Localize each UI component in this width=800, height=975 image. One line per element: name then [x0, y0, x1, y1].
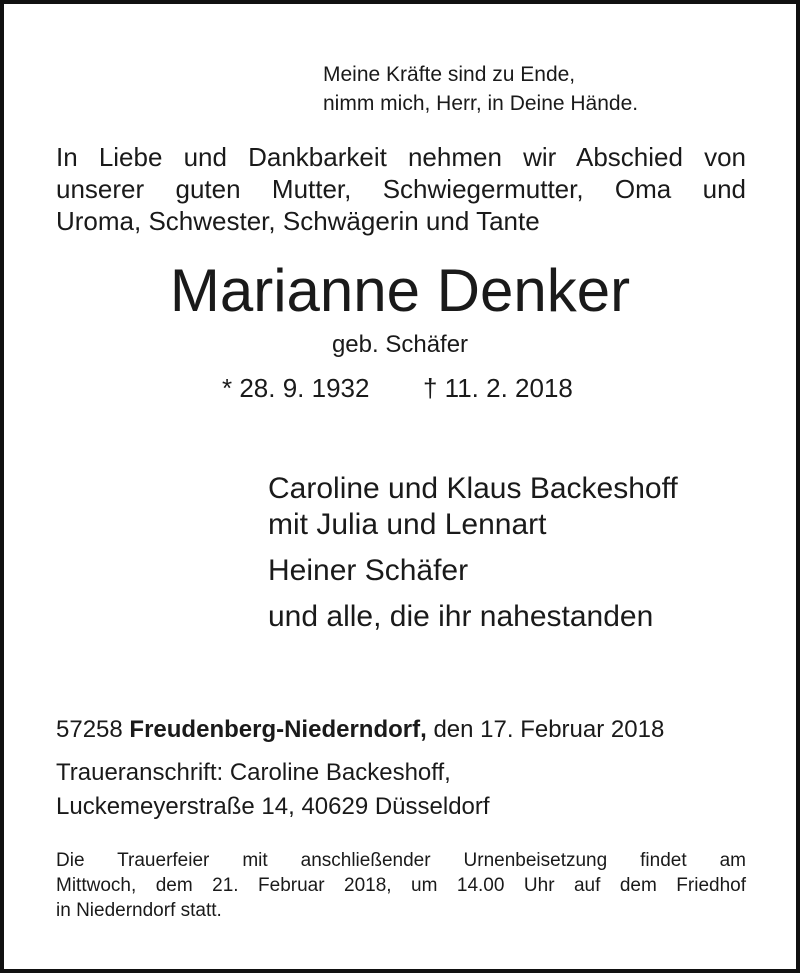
verse-line: Meine Kräfte sind zu Ende, [323, 63, 576, 86]
place-date-line [56, 714, 664, 746]
intro-line: In Liebe und Dankbarkeit nehmen wir Abschied von [56, 142, 746, 172]
deceased-name: Marianne Denker [169, 257, 631, 324]
death-date: † 11. 2. 2018 [423, 373, 573, 403]
mourner-line: Heiner Schäfer [268, 554, 469, 587]
funeral-notice [56, 848, 746, 923]
mourner-line: Caroline und Klaus Backeshoff [268, 472, 678, 505]
address-line: Traueranschrift: Caroline Backeshoff, [56, 759, 451, 786]
notice-line: Mittwoch, dem 21. Februar 2018, um 14.00 Uhr auf dem Friedhof [56, 875, 746, 896]
verse [323, 60, 638, 118]
mourner-line: und alle, die ihr nahestanden [268, 600, 654, 633]
notice-line: in Niederndorf statt. [56, 900, 222, 921]
mourning-address [56, 756, 490, 824]
intro-text [56, 141, 746, 237]
place-name: Freudenberg-Niederndorf, [129, 716, 427, 743]
intro-line: Uroma, Schwester, Schwägerin und Tante [56, 206, 540, 236]
birth-date: * 28. 9. 1932 [222, 373, 370, 403]
mourner-line: mit Julia und Lennart [268, 508, 547, 541]
address-line: Luckemeyerstraße 14, 40629 Düsseldorf [56, 793, 490, 820]
date-text: den 17. Februar 2018 [433, 716, 665, 743]
mourners-list [268, 471, 678, 635]
notice-line: Die Trauerfeier mit anschließender Urnenbeisetzung findet am [56, 850, 746, 871]
postcode: 57258 [56, 716, 123, 743]
verse-line: nimm mich, Herr, in Deine Hände. [323, 92, 639, 115]
maiden-name: geb. Schäfer [331, 331, 469, 358]
intro-line: unserer guten Mutter, Schwiegermutter, Oma und [56, 174, 746, 204]
